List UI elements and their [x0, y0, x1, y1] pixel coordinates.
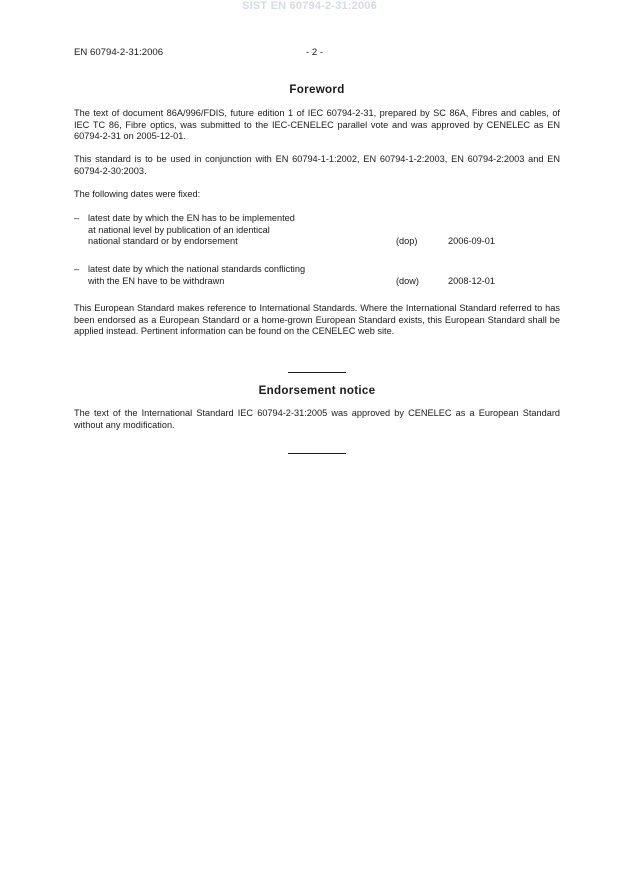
section-divider: [288, 453, 346, 454]
foreword-heading: Foreword: [289, 83, 345, 96]
date-item-line: latest date by which the national standards conflicting: [88, 264, 306, 274]
foreword-paragraph-2: This standard is to be used in conjunction with EN 60794-1-1:2002, EN 60794-1-2:2003, EN 60794-2:2003 and EN 60794-2-30:2003.: [74, 154, 560, 176]
date-item-line: national standard or by endorsement: [88, 236, 238, 247]
date-item-line: with the EN have to be withdrawn: [88, 275, 225, 286]
date-item-description: [88, 213, 388, 248]
date-item-description: [88, 264, 388, 287]
date-item-line: at national level by publication of an identical: [88, 224, 270, 235]
date-item-abbreviation: (dow): [396, 275, 419, 286]
list-dash: –: [74, 213, 80, 223]
section-divider: [288, 372, 346, 373]
document-id: EN 60794-2-31:2006: [74, 47, 164, 58]
endorsement-heading: Endorsement notice: [258, 384, 376, 397]
date-item-dop: [74, 213, 560, 249]
watermark: SIST EN 60794-2-31:2006: [242, 0, 377, 12]
page-number: - 2 -: [306, 47, 324, 58]
foreword-paragraph-1: The text of document 86A/996/FDIS, future edition 1 of IEC 60794-2-31, prepared by SC 86A, Fibres and cables, of IEC TC 86, Fibre optics, was submitted to the IEC-CENELEC parallel vote and was approved by CENELEC as EN 60794-2-31 on 2005-12-01.: [74, 108, 560, 142]
foreword-paragraph-4: This European Standard makes reference to International Standards. Where the International Standard referred to has been endorsed as a European Standard or a home-grown European Standard exists, this European Standard shall be applied instead. Pertinent information can be found on the CENELEC web site.: [74, 303, 560, 337]
list-dash: –: [74, 264, 80, 274]
foreword-paragraph-3: The following dates were fixed:: [74, 189, 201, 199]
date-item-date: 2006-09-01: [448, 236, 495, 247]
date-item-line: latest date by which the EN has to be implemented: [88, 213, 295, 223]
date-item-abbreviation: (dop): [396, 236, 418, 247]
endorsement-paragraph: The text of the International Standard IEC 60794-2-31:2005 was approved by CENELEC as a European Standard without any modification.: [74, 408, 560, 430]
page-header: [74, 47, 560, 61]
date-item-dow: [74, 264, 560, 288]
date-item-date: 2008-12-01: [448, 275, 495, 286]
